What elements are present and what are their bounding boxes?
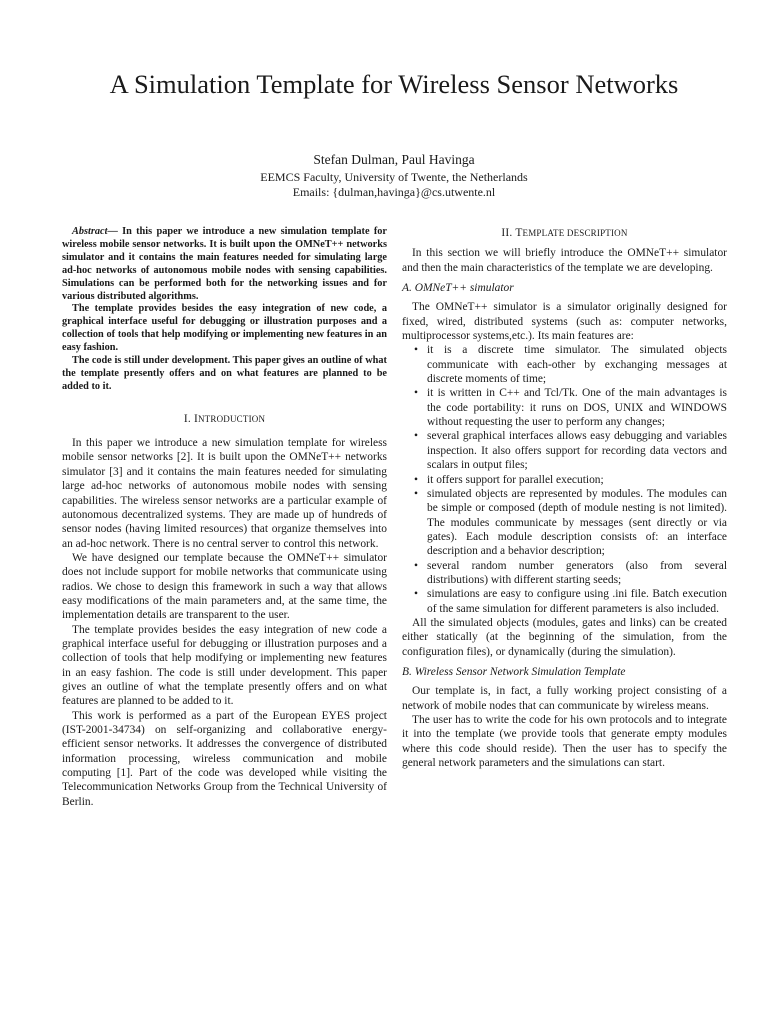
section-title-initial: I (193, 412, 198, 425)
right-column (402, 226, 727, 770)
abstract-text-1: In this paper we introduce a new simulation template for wireless mobile sensor networks. It is built upon the OMNeT++ networks simulator and it contains the main features needed for simulating large ad-hoc networks of autonomous mobile nodes with sensing capabilities. Simulations can be performed both for the networking issues and for various distributed algorithms. (62, 226, 387, 302)
intro-paragraph-1: In this paper we introduce a new simulation template for wireless mobile sensor networks [2]. It is built upon the OMNeT++ networks simulator [3] and it contains the main features needed for simulating large ad-hoc networks of autonomous mobile nodes with sensing capabilities. The wireless sensor networks are a particular example of autonomous decentralized systems. They are made up of hundreds of sensor nodes (having limited resources) that organize themselves into an ad-hoc network. There is no central server to control this network. (62, 437, 387, 550)
abstract (62, 226, 387, 394)
paper-title: A Simulation Template for Wireless Sensor Networks (109, 69, 679, 99)
intro-paragraph-3: The template provides besides the easy integration of new code a graphical interface useful for debugging or illustration purposes and a collection of tools that help modifying or implementing new features in an easy fashion. The code is still under development. This paper gives an outline of what the template presently offers and on what features are planned to be added to it. (62, 623, 387, 708)
subsection-heading-omnet: A. OMNeT++ simulator (402, 282, 514, 295)
author-affiliation: EEMCS Faculty, University of Twente, the Netherlands (260, 170, 528, 184)
section-heading-introduction (62, 412, 387, 426)
intro-paragraph-4: This work is performed as a part of the European EYES project (IST-2001-34734) on self-organizing and collaborative energy-efficient sensor networks. It addresses the convergence of distributed information processing, wireless communication and mobile computing [1]. Part of the code was developed while visiting the Telecommunication Networks Group from the Technical University of Berlin. (62, 709, 387, 808)
subsection-heading-wsn-template: B. Wireless Sensor Network Simulation Template (402, 665, 626, 678)
abstract-paragraph-3: The code is still under development. This paper gives an outline of what the template presently offers and on what features are planned to be added to it. (62, 355, 387, 392)
feature-list (402, 343, 727, 616)
feature-list-item: • it is a discrete time simulator. The simulated objects communicate with each-other by exchanging messages at discrete moments of time; (427, 343, 727, 386)
omnet-paragraph-1: The OMNeT++ simulator is a simulator originally designed for fixed, wired, distributed systems (such as: computer networks, multiprocessor systems,etc.). Its main features are: (402, 301, 727, 343)
author-names: Stefan Dulman, Paul Havinga (313, 152, 475, 167)
template-intro-paragraph: In this section we will briefly introduce the OMNeT++ simulator and then the main characteristics of the template we are developing. (402, 247, 727, 274)
section-number: I. (183, 412, 194, 425)
feature-list-item: • several graphical interfaces allows easy debugging and variables inspection. It also offers support for recording data vectors and scalars in output files; (427, 429, 727, 472)
feature-list-item: • simulated objects are represented by modules. The modules can be simple or composed (depth of module nesting is not limited). The modules communicate by messages (sent directly or via gates). Each module description consists of: an interface description and a behavior description; (427, 487, 727, 559)
abstract-paragraph-2: The template provides besides the easy integration of new code, a graphical interface useful for debugging or illustration purposes and a collection of tools that help modifying or implementing new features in an easy fashion. (62, 303, 387, 354)
abstract-lead: Abstract (72, 226, 108, 237)
section-title-initial: T (515, 227, 523, 239)
left-column (62, 226, 387, 809)
section-title-smallcaps: NTRODUCTION (197, 413, 266, 424)
wsn-template-paragraph-1: Our template is, in fact, a fully working project consisting of a network of mobile nodes that can communicate by wireless means. (402, 685, 727, 712)
section-number: II. (501, 227, 516, 239)
author-emails: Emails: {dulman,havinga}@cs.utwente.nl (292, 185, 496, 199)
feature-list-item: • several random number generators (also from several distributions) with different starting seeds; (427, 559, 727, 588)
section-title-smallcaps: EMPLATE DESCRIPTION (522, 228, 628, 238)
intro-paragraph-2: We have designed our template because the OMNeT++ simulator does not include support for mobile networks that communicate using radios. We chose to design this framework in such a way that allows easy modifications of the main parameters and, at the same time, the implementation details are transparent to the user. (62, 551, 387, 622)
section-heading-template-description (402, 226, 727, 240)
feature-list-item: • it is written in C++ and Tcl/Tk. One of the main advantages is the code portability: it runs on DOS, UNIX and WINDOWS without requesting the user to perform any changes; (427, 386, 727, 429)
feature-list-item: • simulations are easy to configure using .ini file. Batch execution of the same simulation for different parameters is also included. (427, 587, 727, 616)
abstract-paragraph-1 (62, 226, 387, 303)
wsn-template-paragraph-2: The user has to write the code for his own protocols and to integrate it into the template (we provide tools that generate empty modules where this code should reside). Then the user has to specify the general network parameters and the simulations can start. (402, 714, 727, 770)
abstract-lead-separator: — (107, 226, 123, 237)
feature-list-item: • it offers support for parallel execution; (427, 473, 727, 487)
omnet-paragraph-2: All the simulated objects (modules, gates and links) can be created either statically (at the beginning of the simulation, from the configuration files), or dynamically (during the simulation). (402, 616, 727, 658)
